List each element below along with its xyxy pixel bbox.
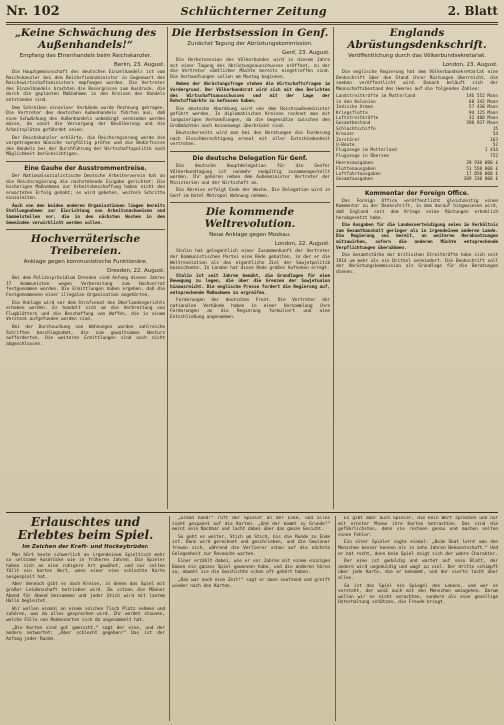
article-subhead: Anklage gegen kommunistische Funktionäre. [23, 259, 148, 266]
article-paragraph: Bei dem Polizeipräsidium Dresden sind Anfang dieses Jahres 17 Kommunisten wegen Vorbereitung zum Hochverrat festgenommen worden. Die Ermittlungen haben ergeben, daß die Festgenommenen einer illegalen Organisation angehörten. [6, 276, 165, 299]
column-middle [170, 27, 330, 509]
article-subhead: Neue Anklage gegen Moskau. [209, 232, 291, 239]
article-paragraph: „Die Karten sind gut gemischt,“ sagt der eine, und der andere antwortet: „Aber schlecht gegeben!“ Das ist der Anfang jeder Runde. [6, 625, 165, 642]
newspaper-title: Schlüchterner Zeitung [180, 5, 327, 18]
column-right [336, 27, 498, 509]
article-paragraph: Wir wollen einmal an einem solchen Tisch Platz nehmen und zuhören, was da alles gesprochen wird. Ihr werdet staunen, welche Fülle von Redensarten sich da angesammelt hat. [6, 606, 165, 624]
article-headline: „Keine Schwächung des Außenhandels!“ [14, 27, 157, 51]
article-subhead: Empfang des Ehrenhandels beim Reichskanzler. [19, 53, 152, 59]
article-paragraph: Man hört heute schwerlich an irgendeinem Spieltisch mehr so seltsame Ausdrücke wie in früheren Jahren. Die Spieler haben sich an eine ruhigere Art gewöhnt, und nur selten fällt ein hartes Wort, wenn einer eine schlechte Karte ausgespielt hat. [6, 552, 165, 580]
issue-number: Nr. 102 [6, 4, 60, 19]
article-paragraph: Das Foreign Office veröffentlicht gleichzeitig einen Kommentar zu der Denkschrift, in dem darauf hingewiesen wird, daß England seit dem Kriege seine Rüstungen erheblich herabgesetzt habe. [336, 198, 498, 221]
table-value: 752 [490, 153, 498, 159]
table-label: Gesamtbestand [336, 121, 371, 127]
article-headline: Englands Abrüstungsdenkschrift. [347, 27, 487, 51]
table-value: 94 125 Mann [468, 110, 498, 116]
article-separator [6, 161, 165, 162]
article-paragraph: Die Anklage wird vor dem Strafsenat des Oberlandesgerichts erhoben werden. Es handelt sich um die Verbreitung von Flugblättern und die Beschaffung von Waffen, die in einem Versteck aufgefunden worden sind. [6, 300, 165, 323]
article-dateline: Berlin, 23. August. [114, 61, 165, 68]
article-paragraph: Dem Schreiben einzelner Verbände wurde Rechnung getragen. Die Vertreter des deutschen Außenhandels führten aus, daß eine Schwächung des Außenhandels unbedingt vermieden werden müsse, da sonst die Versorgung der Bevölkerung und die Arbeitsplätze gefährdet seien. [6, 105, 165, 133]
article-headline: Die Herbstsession in Genf. [171, 27, 329, 39]
article-paragraph: Es gibt aber auch Spieler, die kein Wort sprechen und nur mit ernster Miene ihre Karten betrachten. Das sind die gefährlichsten, denn sie rechnen genau und machen selten einen Fehler. [338, 516, 498, 538]
article-paragraph: Die Gesamtstärke der britischen Streitkräfte habe sich seit 1914 um mehr als ein Drittel vermindert. Die Denkschrift soll der Abrüstungskommission als Grundlage für die Beratungen dienen. [336, 253, 498, 275]
table-label: Heeresausgaben [336, 161, 374, 167]
article-paragraph: Die Herbstsession des Völkerbundes wird in diesem Jahre mit einer Tagung des Abrüstungsausschusses eröffnet, zu der die Vertreter sämtlicher Mächte bereits eingetroffen sind. Die Verhandlungen sollen am Montag beginnen. [170, 58, 330, 80]
expenditure-table [336, 161, 498, 183]
article-paragraph: Der eine ist geduldig und wartet auf sein Blatt, der andere wird ungeduldig und wagt zu viel. Der dritte schimpft über jede Karte, die er bekommt, und der vierte lacht über alles. [338, 559, 498, 581]
table-value: 398 937 Mann [466, 121, 498, 127]
table-label: Kreuzer [336, 132, 355, 138]
article-paragraph: Die Ausgaben für die Landesverteidigung seien im Verhältnis zum Gesamthaushalt geringer als in irgendeinem anderen Lande. Die Regierung sei bereit, an weiteren Herabsetzungen mitzuwirken, sofern die anderen Mächte entsprechende Verpflichtungen übernähmen. [336, 223, 498, 251]
table-label: in den Kolonien [336, 99, 376, 105]
article-paragraph: „Das war noch eine Zeit!“ sagt er dann seufzend und greift wieder nach den Karten. [172, 577, 330, 589]
feature-column-middle [172, 516, 330, 721]
article-paragraph: Forderungen der deutschen Front. Die Vertreter der nationalen Verbände haben in einer Versammlung ihre Forderungen an die Regierung formuliert und eine Entschließung angenommen. [170, 298, 330, 320]
feature-column-right [338, 516, 498, 721]
article-separator [170, 202, 330, 203]
column-divider [167, 27, 168, 509]
table-label: Luftfahrtausgaben [336, 172, 381, 178]
masthead-rule [6, 24, 498, 25]
article-subhead: Veröffentlichung durch das Völkerbundsekretariat. [347, 53, 487, 59]
article-paragraph: Auch von den beiden anderen Organisationen liegen bereits Stellungnahmen zur Einrichtung von Arbeitsnachweisen und Sammelstellen vor, die in den nächsten Wochen in den Gemeinden verwirklicht werden sollen. [6, 203, 165, 226]
article-paragraph: Die Hauptgemeinschaft des deutschen Einzelhandels ist vom Reichskanzler bei dem Reichsfinanzminister in Gegenwart des Reichswirtschaftsministers empfangen worden. Die Vertreter des Einzelhandels brachten die Besorgnisse zum Ausdruck, die durch die geplanten Maßnahmen in den Kreisen des Handels entstanden sind. [6, 70, 165, 103]
table-value: 68 342 Mann [468, 99, 498, 105]
article-paragraph: Der Reichskanzler erklärte, die Reichsregierung werde die vorgetragenen Wünsche sorgfältig prüfen und die Bedürfnisse des Handels bei der Durchführung der Wirtschaftspolitik nach Möglichkeit berücksichtigen. [6, 135, 165, 158]
article-paragraph: Aber dennoch gibt es noch Kreise, in denen das Spiel mit großer Leidenschaft betrieben wird. Da sitzen die Männer Abend für Abend beisammen und jeder Stich wird mit lautem Hallo begleitet. [6, 582, 165, 605]
table-label: Kriegsflotte [336, 110, 368, 116]
sheet-number: 2. Blatt [447, 4, 498, 18]
article-dateline: Genf, 23. August. [281, 49, 330, 56]
table-label: Landstreitkräfte im Mutterland [336, 94, 416, 100]
article-headline: Kommentar der Foreign Office. [364, 189, 470, 197]
article-dateline: London, 22. August. [274, 240, 330, 247]
feature-section [6, 516, 498, 721]
article-headline: Eine Gauhe der Ausstrommentreise. [24, 164, 147, 172]
article-paragraph: So geht es weiter, Stich um Stich, bis die Runde zu Ende ist. Dann wird gerechnet und geschrieben, und die Gewinner freuen sich, während die Verlierer schon auf die nächste Gelegenheit zur Revanche warten. [172, 534, 330, 557]
table-value: 109 330 000 £ [463, 177, 498, 183]
article-headline: Die kommende Weltrevolution. [204, 206, 296, 231]
table-label: Luftstreitkräfte [336, 116, 379, 121]
table-value: 57 438 Mann [468, 105, 498, 111]
table-value: 51 550 000 £ [466, 166, 498, 172]
article-dateline: Dresden, 22. August. [107, 267, 165, 274]
article-paragraph: Stalin ist seit Jahren bemüht, die Grundlagen für eine Bewegung zu legen, die über die Grenzen der Sowjetunion hinausreicht. Die englische Presse fordert die Regierung auf, entsprechende Maßnahmen zu ergreifen. [170, 273, 330, 296]
feature-headline: Erlauschtes und Erlebtes beim Spiel. [17, 516, 154, 542]
article-paragraph: Der Nationalsozialistische Deutsche Arbeiterverein hat an die Reichsregierung die nachstehende Eingabe gerichtet: Die bisherigen Maßnahmen zur Arbeitsbeschaffung haben nicht den erwarteten Erfolg gehabt; es wird gebeten, weitere Schritte einzuleiten. [6, 173, 165, 202]
table-value: 15 [492, 126, 498, 132]
table-row [336, 177, 498, 182]
article-separator [170, 151, 330, 152]
column-divider [333, 27, 334, 509]
article-paragraph: Einer erzählt dabei, wie er vor Jahren mit einem einzigen Buben ein ganzes Spiel gewonnen habe, und die anderen hören zu, obwohl sie die Geschichte schon oft gehört haben. [172, 559, 330, 576]
article-paragraph: Neben der Abrüstungsfrage stehen die Wirtschaftsfragen im Vordergrund. Der Völkerbundsrat wird sich mit den Berichten des Wirtschaftsausschusses und mit der Lage der Rohstoffmärkte zu befassen haben. [170, 82, 330, 105]
article-headline: Hochverräterische Treibereien. [30, 233, 141, 258]
table-label: U-Boote [336, 143, 355, 149]
feature-subhead: Im Zeichen der Kraft- und Hockeybrüder. [22, 544, 149, 550]
article-separator [336, 186, 498, 187]
article-paragraph: „Grand hand!“ ruft der Spieler an der Ecke, und alles sieht gespannt auf die Karten. „Und der kommt zu Grunde!“ meint sein Nachbar und lacht dabei über das ganze Gesicht. [172, 516, 330, 533]
article-paragraph: Bei der Durchsuchung von Wohnungen wurden zahlreiche Schriften beschlagnahmt, die zum gewaltsamen Umsturz aufforderten. Die weiteren Ermittlungen sind noch nicht abgeschlossen. [6, 325, 165, 347]
masthead [6, 4, 498, 23]
table-row [336, 154, 498, 159]
table-label: Flugzeuge im Mutterland [336, 148, 397, 154]
table-label: Indische Armee [336, 105, 374, 111]
article-headline: Die deutsche Delegation für Genf. [192, 154, 308, 162]
article-paragraph: Stalin hat gelegentlich einer Zusammenkunft der Vertreter der Kommunistischen Partei eine Rede gehalten, in der er die Weltrevolution als das eigentliche Ziel der Sowjetpolitik bezeichnete. In London hat diese Rede großes Aufsehen erregt. [170, 249, 330, 272]
table-value: 52 [492, 143, 498, 149]
column-left [6, 27, 165, 509]
section-rule [6, 512, 498, 513]
article-paragraph: Die englische Regierung hat dem Völkerbundsekretariat eine Denkschrift über den Stand ihrer Rüstungen überreicht, die soeben veröffentlicht wird. Danach beläuft sich der Mannschaftsbestand des Heeres auf die folgenden Zahlen: [336, 70, 498, 92]
article-dateline: London, 23. August. [442, 61, 498, 68]
table-label: Schlachtschiffe [336, 126, 376, 132]
article-paragraph: Deutscherseits wird man bei den Beratungen die Forderung nach Gleichberechtigung erneut mit aller Entschiedenheit vertreten. [170, 131, 330, 148]
feature-column-left [6, 516, 165, 721]
article-paragraph: Die deutsche Abordnung wird von dem Reichsaußenminister geführt werden. In diplomatischen Kreisen rechnet man mit langwierigen Verhandlungen, da die Gegensätze zwischen den Großmächten noch keineswegs überbrückt sind. [170, 106, 330, 129]
table-value: 32 480 Mann [468, 116, 498, 121]
table-value: 54 [492, 132, 498, 138]
table-value: 163 [490, 137, 498, 143]
table-label: Flugzeuge in Übersee [336, 153, 389, 159]
article-subhead: Zunächst Tagung der Abrüstungskommission. [187, 41, 313, 47]
table-label: Gesamtausgaben [336, 177, 374, 183]
table-value: 39 930 000 £ [466, 161, 498, 167]
statistics-table [336, 94, 498, 159]
article-paragraph: Ein alter Spieler sagte einmal: „Beim Skat lernt man den Menschen besser kennen als in zehn Jahren Bekanntschaft.“ Und er hat recht, denn beim Spiel zeigt sich der wahre Charakter. [338, 540, 498, 557]
table-value: 1 434 [484, 148, 498, 154]
table-label: Zerstörer [336, 137, 360, 143]
article-paragraph: Die Abreise erfolgt Ende der Woche. Die Delegation wird in Genf im Hotel Metropol Wohnung nehmen. [170, 188, 330, 199]
table-value: 17 850 000 £ [466, 172, 498, 178]
article-paragraph: So ist das Spiel ein Spiegel des Lebens, und wer es versteht, der weiß auch mit den Menschen umzugehen. Darum wollen wir es nicht verachten, sondern als eine gesellige Unterhaltung schätzen, die Freude bringt. [338, 583, 498, 606]
table-label: Flottenausgaben [336, 166, 376, 172]
article-paragraph: Die deutsche Hauptdelegation für die Genfer Völkerbundtagung ist nunmehr endgültig zusammengestellt worden. Ihr gehören neben dem Außenminister Vertreter der Ministerien und der Wirtschaft an. [170, 163, 330, 186]
table-value: 146 552 Mann [466, 94, 498, 100]
article-separator [6, 229, 165, 230]
